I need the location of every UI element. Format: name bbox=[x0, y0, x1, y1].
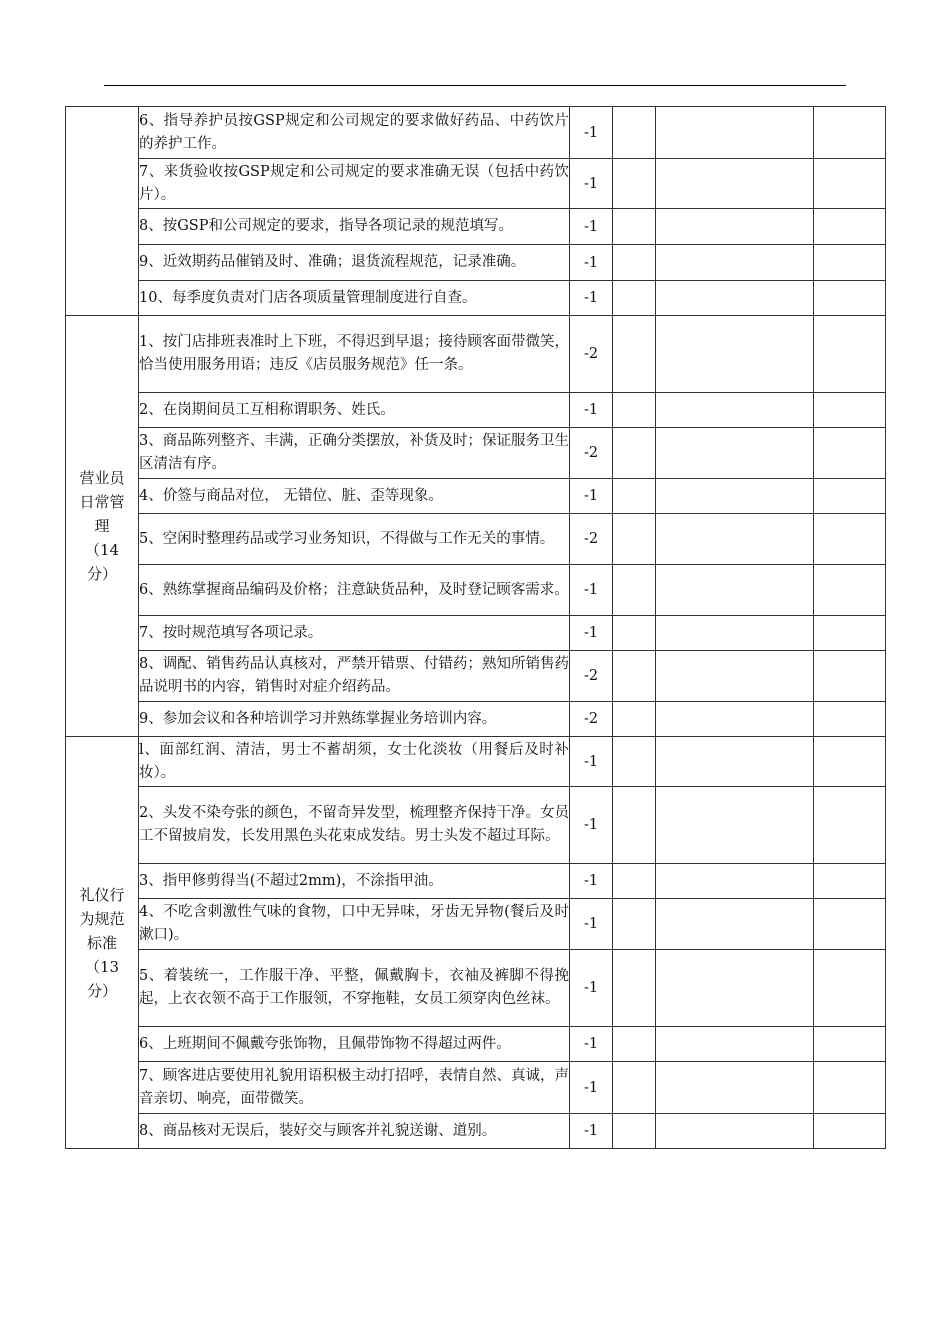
blank-entry-cell[interactable] bbox=[613, 245, 656, 281]
blank-entry-cell[interactable] bbox=[814, 393, 886, 428]
table-row bbox=[66, 1114, 886, 1149]
table-row bbox=[66, 281, 886, 316]
blank-entry-cell[interactable] bbox=[656, 281, 814, 316]
table-row bbox=[66, 950, 886, 1027]
table-row bbox=[66, 565, 886, 616]
blank-entry-cell[interactable] bbox=[613, 159, 656, 209]
table-row bbox=[66, 787, 886, 864]
blank-entry-cell[interactable] bbox=[814, 281, 886, 316]
blank-entry-cell[interactable] bbox=[656, 737, 814, 787]
blank-entry-cell[interactable] bbox=[656, 1114, 814, 1149]
blank-entry-cell[interactable] bbox=[656, 899, 814, 950]
criterion-text: 6、上班期间不佩戴夸张饰物，且佩带饰物不得超过两件。 bbox=[139, 1027, 570, 1062]
criterion-text: 3、商品陈列整齐、丰满，正确分类摆放，补货及时；保证服务卫生区清洁有序。 bbox=[139, 428, 570, 479]
header-rule bbox=[104, 85, 846, 86]
blank-entry-cell[interactable] bbox=[613, 1062, 656, 1114]
table-row bbox=[66, 316, 886, 393]
blank-entry-cell[interactable] bbox=[613, 702, 656, 737]
category-cell bbox=[66, 737, 139, 1149]
table-row bbox=[66, 1027, 886, 1062]
evaluation-table bbox=[65, 106, 886, 1149]
deduction-score: -2 bbox=[570, 702, 613, 737]
deduction-score: -1 bbox=[570, 1062, 613, 1114]
blank-entry-cell[interactable] bbox=[613, 107, 656, 159]
table-row bbox=[66, 737, 886, 787]
table-row bbox=[66, 107, 886, 159]
category-label: 理 bbox=[94, 517, 110, 535]
blank-entry-cell[interactable] bbox=[613, 1114, 656, 1149]
blank-entry-cell[interactable] bbox=[613, 651, 656, 702]
blank-entry-cell[interactable] bbox=[814, 950, 886, 1027]
criterion-text: 1、按门店排班表准时上下班，不得迟到早退；接待顾客面带微笑，恰当使用服务用语；违反《店员服务规范》任一条。 bbox=[139, 316, 570, 393]
criterion-text: 4、不吃含刺激性气味的食物，口中无异味，牙齿无异物(餐后及时漱口)。 bbox=[139, 899, 570, 950]
deduction-score: -1 bbox=[570, 565, 613, 616]
blank-entry-cell[interactable] bbox=[814, 1027, 886, 1062]
blank-entry-cell[interactable] bbox=[814, 737, 886, 787]
blank-entry-cell[interactable] bbox=[656, 209, 814, 245]
blank-entry-cell[interactable] bbox=[613, 1027, 656, 1062]
blank-entry-cell[interactable] bbox=[814, 514, 886, 565]
table-row bbox=[66, 864, 886, 899]
criterion-text: 5、空闲时整理药品或学习业务知识，不得做与工作无关的事情。 bbox=[139, 514, 570, 565]
criterion-text: 8、调配、销售药品认真核对，严禁开错票、付错药；熟知所销售药品说明书的内容，销售时对症介绍药品。 bbox=[139, 651, 570, 702]
blank-entry-cell[interactable] bbox=[656, 428, 814, 479]
criterion-text: 6、熟练掌握商品编码及价格；注意缺货品种，及时登记顾客需求。 bbox=[139, 565, 570, 616]
blank-entry-cell[interactable] bbox=[656, 702, 814, 737]
criterion-text: 5、着装统一，工作服干净、平整，佩戴胸卡，衣袖及裤脚不得挽起，上衣衣领不高于工作服领，不穿拖鞋，女员工须穿肉色丝袜。 bbox=[139, 950, 570, 1027]
blank-entry-cell[interactable] bbox=[656, 479, 814, 514]
blank-entry-cell[interactable] bbox=[814, 616, 886, 651]
category-cell bbox=[66, 107, 139, 316]
blank-entry-cell[interactable] bbox=[814, 107, 886, 159]
blank-entry-cell[interactable] bbox=[814, 787, 886, 864]
deduction-score: -2 bbox=[570, 316, 613, 393]
blank-entry-cell[interactable] bbox=[613, 565, 656, 616]
deduction-score: -1 bbox=[570, 281, 613, 316]
blank-entry-cell[interactable] bbox=[814, 864, 886, 899]
deduction-score: -2 bbox=[570, 514, 613, 565]
criterion-text: 2、在岗期间员工互相称谓职务、姓氏。 bbox=[139, 393, 570, 428]
blank-entry-cell[interactable] bbox=[814, 209, 886, 245]
criterion-text: 7、来货验收按GSP规定和公司规定的要求准确无误（包括中药饮片）。 bbox=[139, 159, 570, 209]
deduction-score: -1 bbox=[570, 209, 613, 245]
blank-entry-cell[interactable] bbox=[814, 1062, 886, 1114]
table-row bbox=[66, 245, 886, 281]
category-label: 标准 bbox=[86, 933, 117, 952]
category-label: （13 bbox=[84, 957, 120, 976]
table-row bbox=[66, 393, 886, 428]
category-label: 分） bbox=[86, 981, 117, 1000]
blank-entry-cell[interactable] bbox=[656, 159, 814, 209]
criterion-text: 2、头发不染夸张的颜色，不留奇异发型，梳理整齐保持干净。女员工不留披肩发，长发用黑色头花束成发结。男士头发不超过耳际。 bbox=[139, 787, 570, 864]
blank-entry-cell[interactable] bbox=[656, 316, 814, 393]
criterion-text: 9、近效期药品催销及时、准确；退货流程规范，记录准确。 bbox=[139, 245, 570, 281]
table-row bbox=[66, 209, 886, 245]
deduction-score: -1 bbox=[570, 787, 613, 864]
category-cell bbox=[66, 316, 139, 737]
blank-entry-cell[interactable] bbox=[814, 702, 886, 737]
deduction-score: -1 bbox=[570, 616, 613, 651]
blank-entry-cell[interactable] bbox=[613, 316, 656, 393]
blank-entry-cell[interactable] bbox=[613, 737, 656, 787]
table-row bbox=[66, 514, 886, 565]
table-row bbox=[66, 428, 886, 479]
blank-entry-cell[interactable] bbox=[656, 950, 814, 1027]
deduction-score: -1 bbox=[570, 950, 613, 1027]
blank-entry-cell[interactable] bbox=[814, 245, 886, 281]
criterion-text: 4、价签与商品对位， 无错位、脏、歪等现象。 bbox=[139, 479, 570, 514]
category-label: （14 bbox=[84, 541, 120, 559]
blank-entry-cell[interactable] bbox=[613, 209, 656, 245]
blank-entry-cell[interactable] bbox=[656, 393, 814, 428]
criterion-text: 6、指导养护员按GSP规定和公司规定的要求做好药品、中药饮片的养护工作。 bbox=[139, 107, 570, 159]
table-row bbox=[66, 159, 886, 209]
deduction-score: -1 bbox=[570, 899, 613, 950]
blank-entry-cell[interactable] bbox=[656, 245, 814, 281]
blank-entry-cell[interactable] bbox=[613, 393, 656, 428]
blank-entry-cell[interactable] bbox=[814, 899, 886, 950]
blank-entry-cell[interactable] bbox=[656, 565, 814, 616]
category-label: 分） bbox=[86, 565, 117, 583]
blank-entry-cell[interactable] bbox=[814, 428, 886, 479]
blank-entry-cell[interactable] bbox=[613, 281, 656, 316]
category-label: 营业员 bbox=[79, 469, 125, 487]
blank-entry-cell[interactable] bbox=[656, 107, 814, 159]
table-row bbox=[66, 702, 886, 737]
blank-entry-cell[interactable] bbox=[613, 787, 656, 864]
category-label: 日常管 bbox=[79, 493, 125, 511]
deduction-score: -1 bbox=[570, 393, 613, 428]
blank-entry-cell[interactable] bbox=[814, 479, 886, 514]
blank-entry-cell[interactable] bbox=[656, 616, 814, 651]
table-row bbox=[66, 651, 886, 702]
criterion-text: 8、商品核对无误后，装好交与顾客并礼貌送谢、道别。 bbox=[139, 1114, 570, 1149]
blank-entry-cell[interactable] bbox=[814, 1114, 886, 1149]
table-row bbox=[66, 899, 886, 950]
criterion-text: l、面部红润、清洁，男士不蓄胡须，女士化淡妆（用餐后及时补妆）。 bbox=[139, 737, 570, 787]
table-row bbox=[66, 616, 886, 651]
deduction-score: -1 bbox=[570, 479, 613, 514]
blank-entry-cell[interactable] bbox=[814, 651, 886, 702]
blank-entry-cell[interactable] bbox=[656, 787, 814, 864]
deduction-score: -1 bbox=[570, 737, 613, 787]
deduction-score: -1 bbox=[570, 1027, 613, 1062]
criterion-text: 8、按GSP和公司规定的要求，指导各项记录的规范填写。 bbox=[139, 209, 570, 245]
blank-entry-cell[interactable] bbox=[656, 1062, 814, 1114]
blank-entry-cell[interactable] bbox=[814, 316, 886, 393]
criterion-text: 7、顾客进店要使用礼貌用语积极主动打招呼，表情自然、真诚，声音亲切、响亮，面带微笑。 bbox=[139, 1062, 570, 1114]
deduction-score: -1 bbox=[570, 159, 613, 209]
deduction-score: -1 bbox=[570, 1114, 613, 1149]
blank-entry-cell[interactable] bbox=[814, 159, 886, 209]
blank-entry-cell[interactable] bbox=[613, 428, 656, 479]
blank-entry-cell[interactable] bbox=[656, 1027, 814, 1062]
criterion-text: 3、指甲修剪得当(不超过2mm)，不涂指甲油。 bbox=[139, 864, 570, 899]
blank-entry-cell[interactable] bbox=[613, 899, 656, 950]
deduction-score: -1 bbox=[570, 245, 613, 281]
blank-entry-cell[interactable] bbox=[656, 651, 814, 702]
category-label: 礼仪行 bbox=[79, 885, 125, 904]
criterion-text: 10、每季度负责对门店各项质量管理制度进行自查。 bbox=[139, 281, 570, 316]
blank-entry-cell[interactable] bbox=[656, 864, 814, 899]
criterion-text: 7、按时规范填写各项记录。 bbox=[139, 616, 570, 651]
table-row bbox=[66, 479, 886, 514]
blank-entry-cell[interactable] bbox=[613, 514, 656, 565]
blank-entry-cell[interactable] bbox=[613, 950, 656, 1027]
blank-entry-cell[interactable] bbox=[814, 565, 886, 616]
category-label: 为规范 bbox=[79, 909, 125, 928]
blank-entry-cell[interactable] bbox=[656, 514, 814, 565]
deduction-score: -1 bbox=[570, 107, 613, 159]
criterion-text: 9、参加会议和各种培训学习并熟练掌握业务培训内容。 bbox=[139, 702, 570, 737]
blank-entry-cell[interactable] bbox=[613, 479, 656, 514]
deduction-score: -2 bbox=[570, 651, 613, 702]
deduction-score: -1 bbox=[570, 864, 613, 899]
blank-entry-cell[interactable] bbox=[613, 616, 656, 651]
blank-entry-cell[interactable] bbox=[613, 864, 656, 899]
deduction-score: -2 bbox=[570, 428, 613, 479]
table-row bbox=[66, 1062, 886, 1114]
